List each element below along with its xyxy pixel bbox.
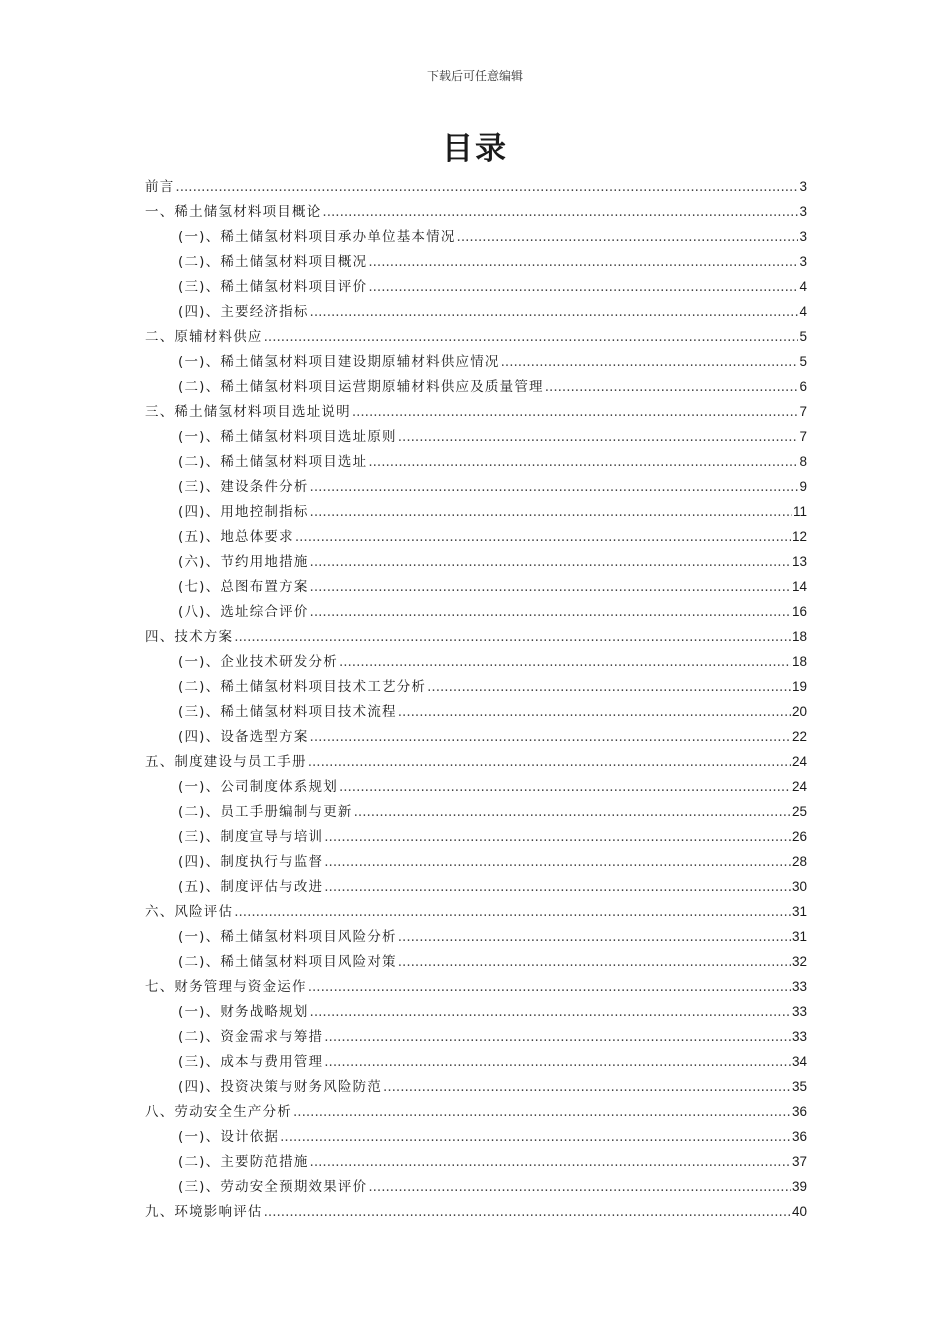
toc-leader-dots bbox=[368, 250, 798, 275]
toc-entry-label: (一)、公司制度体系规划 bbox=[178, 779, 338, 795]
toc-entry[interactable] bbox=[145, 224, 807, 249]
toc-entry-label: (二)、主要防范措施 bbox=[178, 1154, 309, 1170]
toc-entry-page: 31 bbox=[791, 904, 807, 919]
toc-entry-page: 8 bbox=[799, 454, 807, 469]
toc-leader-dots bbox=[234, 900, 791, 925]
toc-entry-page: 39 bbox=[791, 1179, 807, 1194]
toc-entry-page: 24 bbox=[791, 779, 807, 794]
toc-entry-label: (五)、制度评估与改进 bbox=[178, 879, 324, 895]
toc-leader-dots bbox=[310, 500, 792, 525]
toc-entry-label: (七)、总图布置方案 bbox=[178, 579, 309, 595]
toc-entry[interactable] bbox=[145, 849, 807, 874]
toc-entry[interactable] bbox=[145, 374, 807, 399]
toc-entry[interactable] bbox=[145, 874, 807, 899]
toc-entry[interactable] bbox=[145, 449, 807, 474]
toc-leader-dots bbox=[398, 925, 791, 950]
toc-entry-page: 7 bbox=[799, 404, 807, 419]
toc-entry[interactable] bbox=[145, 524, 807, 549]
toc-entry-label: 二、原辅材料供应 bbox=[145, 329, 263, 345]
toc-entry[interactable] bbox=[145, 774, 807, 799]
toc-entry-label: (五)、地总体要求 bbox=[178, 529, 294, 545]
toc-leader-dots bbox=[368, 1175, 791, 1200]
toc-entry-page: 4 bbox=[799, 279, 807, 294]
toc-entry[interactable] bbox=[145, 749, 807, 774]
toc-entry[interactable] bbox=[145, 699, 807, 724]
toc-entry-label: (四)、投资决策与财务风险防范 bbox=[178, 1079, 383, 1095]
toc-leader-dots bbox=[295, 525, 791, 550]
toc-entry-page: 26 bbox=[791, 829, 807, 844]
toc-entry-label: 九、环境影响评估 bbox=[145, 1204, 263, 1220]
toc-leader-dots bbox=[264, 1200, 791, 1225]
toc-entry-label: (三)、成本与费用管理 bbox=[178, 1054, 324, 1070]
editable-note: 下载后可任意编辑 bbox=[426, 69, 523, 83]
toc-entry-label: (三)、建设条件分析 bbox=[178, 479, 309, 495]
toc-entry-label: 三、稀土储氢材料项目选址说明 bbox=[145, 404, 351, 420]
toc-leader-dots bbox=[339, 650, 791, 675]
toc-entry-page: 40 bbox=[791, 1204, 807, 1219]
toc-entry-label: (一)、财务战略规划 bbox=[178, 1004, 309, 1020]
toc-leader-dots bbox=[280, 1125, 791, 1150]
toc-entry-label: (一)、设计依据 bbox=[178, 1129, 280, 1145]
toc-leader-dots bbox=[368, 275, 798, 300]
toc-leader-dots bbox=[398, 700, 791, 725]
toc-entry-page: 25 bbox=[791, 804, 807, 819]
toc-entry-page: 5 bbox=[799, 329, 807, 344]
toc-entry[interactable] bbox=[145, 424, 807, 449]
toc-entry[interactable] bbox=[145, 174, 807, 199]
toc-entry[interactable] bbox=[145, 324, 807, 349]
table-of-contents bbox=[145, 174, 807, 1224]
toc-entry-page: 37 bbox=[791, 1154, 807, 1169]
toc-entry-page: 18 bbox=[791, 654, 807, 669]
toc-leader-dots bbox=[293, 1100, 791, 1125]
toc-entry[interactable] bbox=[145, 1174, 807, 1199]
toc-leader-dots bbox=[234, 625, 791, 650]
toc-entry-page: 4 bbox=[799, 304, 807, 319]
toc-leader-dots bbox=[310, 300, 799, 325]
toc-leader-dots bbox=[310, 550, 791, 575]
toc-entry-page: 12 bbox=[791, 529, 807, 544]
toc-entry[interactable] bbox=[145, 399, 807, 424]
toc-entry-label: (四)、设备选型方案 bbox=[178, 729, 309, 745]
toc-entry-page: 36 bbox=[791, 1104, 807, 1119]
toc-entry-label: (二)、稀土储氢材料项目概况 bbox=[178, 254, 368, 270]
toc-entry-page: 3 bbox=[799, 254, 807, 269]
toc-entry-page: 7 bbox=[799, 429, 807, 444]
toc-entry-page: 34 bbox=[791, 1054, 807, 1069]
toc-entry-page: 3 bbox=[799, 229, 807, 244]
toc-entry-label: 七、财务管理与资金运作 bbox=[145, 979, 307, 995]
toc-leader-dots bbox=[324, 1050, 791, 1075]
toc-entry[interactable] bbox=[145, 599, 807, 624]
toc-entry[interactable] bbox=[145, 249, 807, 274]
toc-entry[interactable] bbox=[145, 349, 807, 374]
toc-entry-label: (二)、员工手册编制与更新 bbox=[178, 804, 353, 820]
toc-entry-label: 四、技术方案 bbox=[145, 629, 234, 645]
toc-entry[interactable] bbox=[145, 999, 807, 1024]
toc-entry-label: (四)、制度执行与监督 bbox=[178, 854, 324, 870]
toc-leader-dots bbox=[310, 600, 791, 625]
toc-entry[interactable] bbox=[145, 549, 807, 574]
toc-leader-dots bbox=[324, 850, 791, 875]
toc-entry-page: 9 bbox=[799, 479, 807, 494]
toc-leader-dots bbox=[398, 950, 791, 975]
toc-leader-dots bbox=[339, 775, 791, 800]
toc-leader-dots bbox=[310, 1000, 791, 1025]
toc-leader-dots bbox=[354, 800, 791, 825]
toc-entry-label: (四)、主要经济指标 bbox=[178, 304, 309, 320]
toc-entry-page: 22 bbox=[791, 729, 807, 744]
toc-entry-label: 一、稀土储氢材料项目概论 bbox=[145, 204, 322, 220]
toc-entry-page: 24 bbox=[791, 754, 807, 769]
toc-entry-page: 28 bbox=[791, 854, 807, 869]
toc-entry[interactable] bbox=[145, 674, 807, 699]
toc-entry-label: (八)、选址综合评价 bbox=[178, 604, 309, 620]
toc-entry-page: 31 bbox=[791, 929, 807, 944]
toc-entry[interactable] bbox=[145, 1024, 807, 1049]
toc-entry-page: 30 bbox=[791, 879, 807, 894]
toc-entry-page: 19 bbox=[791, 679, 807, 694]
toc-entry-page: 33 bbox=[791, 979, 807, 994]
toc-entry[interactable] bbox=[145, 274, 807, 299]
toc-entry-label: (二)、稀土储氢材料项目风险对策 bbox=[178, 954, 397, 970]
toc-entry-page: 35 bbox=[791, 1079, 807, 1094]
toc-entry[interactable] bbox=[145, 299, 807, 324]
toc-leader-dots bbox=[264, 325, 799, 350]
toc-leader-dots bbox=[501, 350, 799, 375]
toc-leader-dots bbox=[308, 750, 791, 775]
toc-entry[interactable] bbox=[145, 949, 807, 974]
toc-leader-dots bbox=[310, 475, 799, 500]
toc-entry-page: 33 bbox=[791, 1004, 807, 1019]
toc-entry[interactable] bbox=[145, 199, 807, 224]
toc-entry-page: 33 bbox=[791, 1029, 807, 1044]
toc-entry-label: (二)、稀土储氢材料项目选址 bbox=[178, 454, 368, 470]
toc-title: 目录 bbox=[442, 131, 508, 167]
toc-entry[interactable] bbox=[145, 1124, 807, 1149]
toc-entry-label: (一)、企业技术研发分析 bbox=[178, 654, 338, 670]
toc-entry[interactable] bbox=[145, 474, 807, 499]
toc-entry[interactable] bbox=[145, 649, 807, 674]
toc-entry[interactable] bbox=[145, 924, 807, 949]
toc-leader-dots bbox=[310, 1150, 791, 1175]
toc-entry-label: (二)、稀土储氢材料项目运营期原辅材料供应及质量管理 bbox=[178, 379, 544, 395]
toc-entry[interactable] bbox=[145, 1049, 807, 1074]
toc-entry-page: 14 bbox=[791, 579, 807, 594]
toc-entry[interactable] bbox=[145, 724, 807, 749]
toc-leader-dots bbox=[322, 200, 798, 225]
toc-leader-dots bbox=[324, 1025, 791, 1050]
toc-entry-label: (三)、制度宣导与培训 bbox=[178, 829, 324, 845]
toc-entry-page: 3 bbox=[799, 204, 807, 219]
toc-entry[interactable] bbox=[145, 499, 807, 524]
toc-leader-dots bbox=[398, 425, 799, 450]
toc-leader-dots bbox=[545, 375, 799, 400]
toc-entry-label: 五、制度建设与员工手册 bbox=[145, 754, 307, 770]
toc-entry[interactable] bbox=[145, 1149, 807, 1174]
toc-entry-label: (二)、稀土储氢材料项目技术工艺分析 bbox=[178, 679, 427, 695]
toc-entry-label: (三)、稀土储氢材料项目技术流程 bbox=[178, 704, 397, 720]
toc-entry-label: 前言 bbox=[145, 179, 175, 195]
toc-entry-page: 18 bbox=[791, 629, 807, 644]
toc-leader-dots bbox=[310, 575, 791, 600]
toc-entry-label: (一)、稀土储氢材料项目建设期原辅材料供应情况 bbox=[178, 354, 500, 370]
toc-entry-label: (三)、稀土储氢材料项目评价 bbox=[178, 279, 368, 295]
toc-entry-page: 20 bbox=[791, 704, 807, 719]
toc-entry-label: (四)、用地控制指标 bbox=[178, 504, 309, 520]
toc-entry-page: 5 bbox=[799, 354, 807, 369]
toc-leader-dots bbox=[368, 450, 798, 475]
toc-entry[interactable] bbox=[145, 1199, 807, 1224]
toc-entry-page: 32 bbox=[791, 954, 807, 969]
toc-entry[interactable] bbox=[145, 1099, 807, 1124]
toc-entry-label: (一)、稀土储氢材料项目承办单位基本情况 bbox=[178, 229, 456, 245]
toc-entry-label: 六、风险评估 bbox=[145, 904, 234, 920]
toc-leader-dots bbox=[352, 400, 799, 425]
toc-leader-dots bbox=[457, 225, 799, 250]
toc-entry-label: (二)、资金需求与筹措 bbox=[178, 1029, 324, 1045]
toc-entry-label: (六)、节约用地措施 bbox=[178, 554, 309, 570]
toc-leader-dots bbox=[310, 725, 791, 750]
toc-leader-dots bbox=[324, 825, 791, 850]
toc-entry[interactable] bbox=[145, 824, 807, 849]
toc-entry-label: (一)、稀土储氢材料项目风险分析 bbox=[178, 929, 397, 945]
toc-leader-dots bbox=[308, 975, 791, 1000]
toc-entry-page: 6 bbox=[799, 379, 807, 394]
toc-leader-dots bbox=[427, 675, 791, 700]
toc-entry[interactable] bbox=[145, 574, 807, 599]
toc-entry-page: 36 bbox=[791, 1129, 807, 1144]
toc-entry[interactable] bbox=[145, 899, 807, 924]
toc-leader-dots bbox=[324, 875, 791, 900]
toc-leader-dots bbox=[175, 175, 798, 200]
toc-entry-page: 13 bbox=[791, 554, 807, 569]
toc-entry-label: (三)、劳动安全预期效果评价 bbox=[178, 1179, 368, 1195]
toc-entry[interactable] bbox=[145, 974, 807, 999]
toc-entry-page: 11 bbox=[792, 504, 807, 519]
toc-entry[interactable] bbox=[145, 624, 807, 649]
toc-entry[interactable] bbox=[145, 799, 807, 824]
toc-entry-page: 3 bbox=[799, 179, 807, 194]
toc-entry[interactable] bbox=[145, 1074, 807, 1099]
toc-leader-dots bbox=[383, 1075, 791, 1100]
toc-entry-page: 16 bbox=[791, 604, 807, 619]
toc-entry-label: (一)、稀土储氢材料项目选址原则 bbox=[178, 429, 397, 445]
toc-entry-label: 八、劳动安全生产分析 bbox=[145, 1104, 292, 1120]
